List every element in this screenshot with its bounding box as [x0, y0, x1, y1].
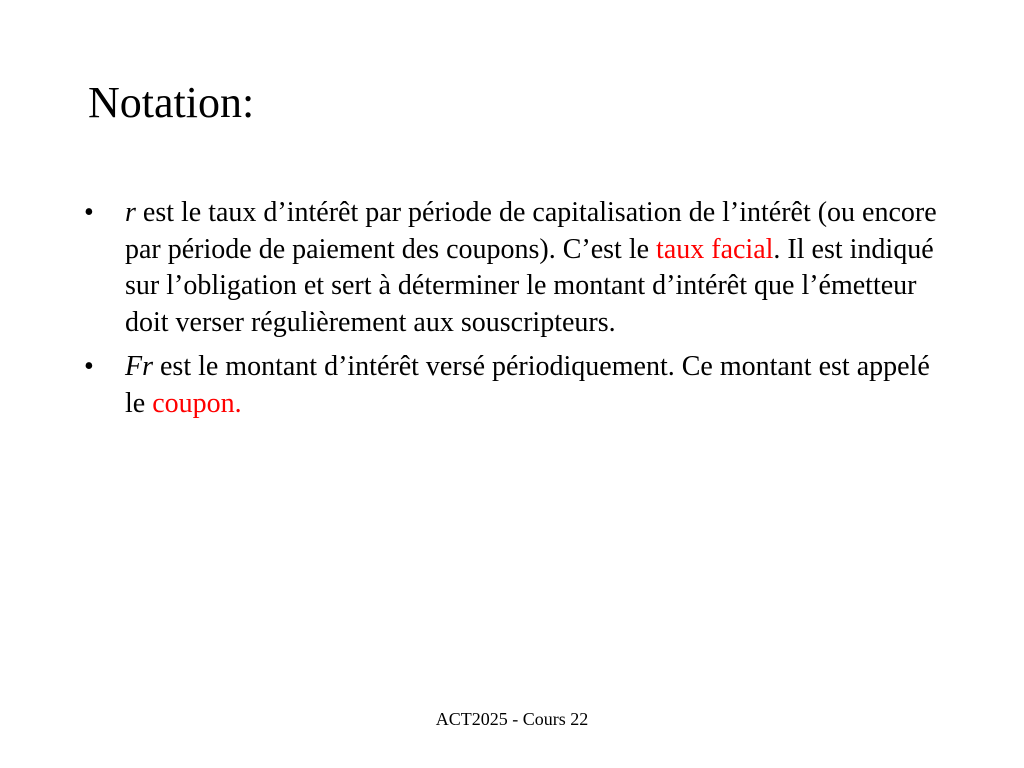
bullet-list — [84, 195, 944, 430]
slide-title: Notation: — [88, 78, 255, 127]
highlight-coupon: coupon. — [152, 387, 242, 419]
bullet-item-taux — [84, 195, 944, 341]
slide-footer: ACT2025 - Cours 22 — [435, 709, 589, 729]
bullet-text: est le montant d’intérêt versé périodiquement. Ce montant est appelé le — [125, 351, 930, 419]
variable-fr: Fr — [125, 351, 153, 382]
bullet-icon: • — [84, 351, 94, 382]
bullet-text: est le taux d’intérêt par période de capitalisation de l’intérêt (ou encore par période de paiement des coupons). C’est le — [125, 197, 937, 265]
bullet-icon: • — [84, 197, 94, 228]
bullet-text-continued: . Il est indiqué sur l’obligation et sert à déterminer le montant d’intérêt que l’émetteur doit verser régulièrement aux souscripteurs. — [125, 233, 934, 338]
highlight-taux-facial: taux facial — [656, 233, 774, 265]
variable-r: r — [125, 197, 136, 228]
bullet-item-coupon — [84, 349, 944, 422]
